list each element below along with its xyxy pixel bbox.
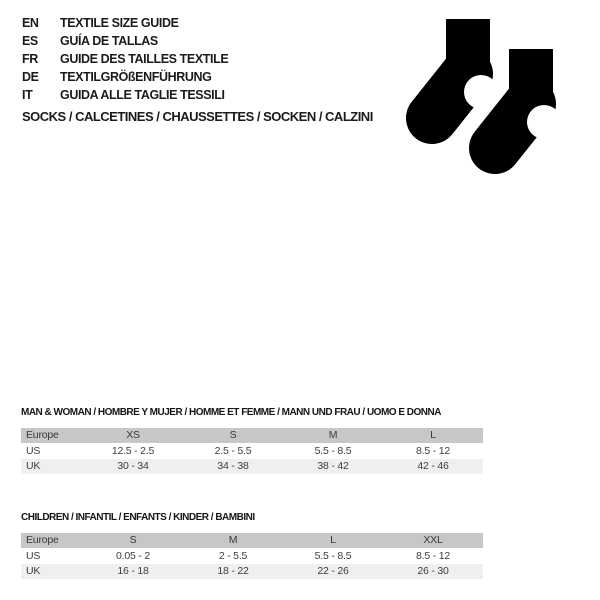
language-label: TEXTILE SIZE GUIDE [60,16,179,30]
size-table [21,428,483,474]
size-table-man-woman [21,406,483,474]
size-cell: 8.5 - 12 [415,550,450,562]
language-label: TEXTILGRÖßENFÜHRUNG [60,70,212,84]
size-cell: 5.5 - 8.5 [314,550,352,562]
table-title: CHILDREN / INFANTIL / ENFANTS / KINDER / BAMBINI [21,512,255,523]
column-header: XS [83,428,183,444]
sock-front [495,49,561,148]
language-row-fr [22,50,228,68]
size-cell: 8.5 - 12 [415,445,450,457]
column-header: Europe [21,533,83,549]
language-row-it [22,86,228,104]
table-title: MAN & WOMAN / HOMBRE Y MUJER / HOMME ET FEMME / MANN UND FRAU / UOMO E DONNA [21,407,441,418]
region-label: US [26,445,41,457]
language-code: FR [22,52,38,66]
column-header: XXL [383,533,483,549]
region-label: UK [21,564,83,579]
size-table [21,533,483,579]
table-row-us [21,444,483,460]
table-row-us [21,549,483,565]
size-cell: 34 - 38 [183,459,283,474]
language-label: GUIDA ALLE TAGLIE TESSILI [60,88,225,102]
language-code: IT [22,88,33,102]
column-header: L [283,533,383,549]
size-cell: 22 - 26 [283,564,383,579]
heel-notch [527,105,561,139]
size-cell: 2 - 5.5 [218,550,248,562]
column-header: L [383,428,483,444]
size-table-children [21,511,483,579]
column-header: Europe [21,428,83,444]
size-cell: 38 - 42 [283,459,383,474]
table-row-uk [21,564,483,579]
language-header [22,14,228,104]
language-label: GUÍA DE TALLAS [60,34,158,48]
table-row-uk [21,459,483,474]
table-header-row [21,533,483,549]
column-header: M [183,533,283,549]
language-code: ES [22,34,38,48]
language-code: DE [22,70,39,84]
size-cell: 2.5 - 5.5 [214,445,252,457]
column-header: S [183,428,283,444]
size-cell: 26 - 30 [383,564,483,579]
socks-icon [395,3,595,193]
size-cell: 30 - 34 [83,459,183,474]
sock-back [432,19,498,118]
category-title: SOCKS / CALCETINES / CHAUSSETTES / SOCKEN / CALZINI [22,109,373,124]
size-cell: 18 - 22 [183,564,283,579]
language-label: GUIDE DES TAILLES TEXTILE [60,52,229,66]
language-row-es [22,32,228,50]
size-cell: 0.05 - 2 [115,550,150,562]
language-row-en [22,14,228,32]
column-header: S [83,533,183,549]
size-cell: 42 - 46 [383,459,483,474]
language-code: EN [22,16,39,30]
region-label: US [26,550,41,562]
heel-notch [464,75,498,109]
size-cell: 12.5 - 2.5 [111,445,155,457]
size-cell: 5.5 - 8.5 [314,445,352,457]
region-label: UK [21,459,83,474]
language-row-de [22,68,228,86]
size-cell: 16 - 18 [83,564,183,579]
table-header-row [21,428,483,444]
column-header: M [283,428,383,444]
